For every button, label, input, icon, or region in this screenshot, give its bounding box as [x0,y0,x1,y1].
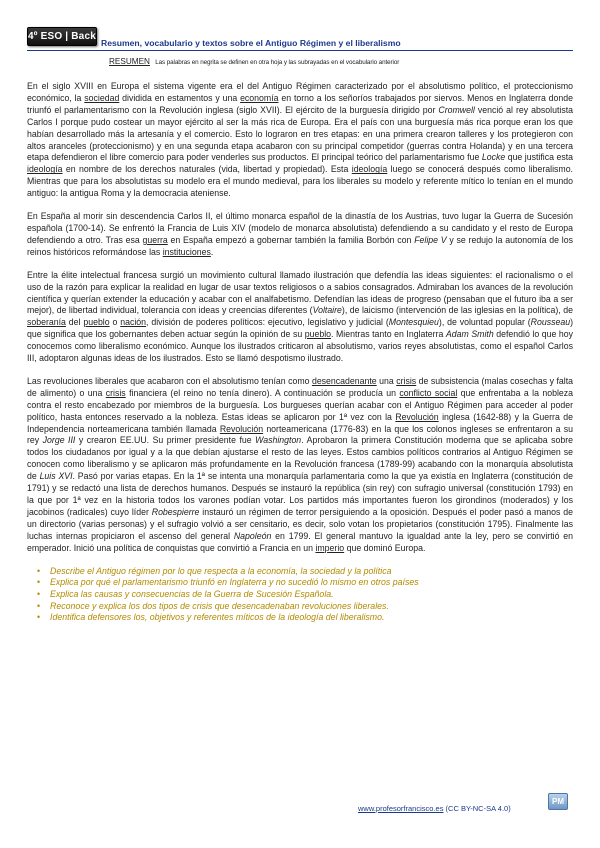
vocab-term: Revolución [219,423,264,434]
bullet-icon: • [37,612,41,623]
website-link[interactable]: www.profesorfrancisco.es [358,804,444,813]
task-item: • Reconoce y explica los dos tipos de crisis que desencadenaban revoluciones liberales. [37,600,389,611]
paragraph-revoluciones-liberales: Las revoluciones liberales que acabaron con el absolutismo tenían como desencadenante una crisis de subsistencia (malas cosechas y falta de alimento) o una crisis financiera (el reino no tenía dinero). A continuación se producía un conflicto social que enfrentaba a la nobleza contra el resto encabezado por miembros de la burguesía. Los burgueses querían acabar con el Antiguo Régimen para acceder al poder político, hasta entonces reservado a la nobleza. Estas ideas se aplicaron por 1ª vez con la Revolución inglesa (1642-88) y la Guerra de Independencia norteamericana también llamada Revolución norteamericana (1776-83) en la que los colonos ingleses se enfrentaron a su rey Jorge III y crearon EE.UU. Su primer presidente fue Washington. Aprobaron la primera Constitución moderna que se aplicaba sobre todos los ciudadanos por igual y a la que debían ajustarse el resto de las leyes. Estos cambios políticos contrarios al Antiguo Régimen se conocen como liberalismo y se aplicaron más profundamente en la Revolución francesa (1789-99) acabando con la monarquía absolutista de Luis XVI. Pasó por varias etapas. En la 1ª se intenta una monarquía parlamentaria como la que ya existía en Inglaterra (constitución de 1791) y se redactó una lista de derechos humanos. Después se instauró la república (sin rey) con sufragio universal (constitución 1793) en la que por 1ª vez en la historia todos los varones podían votar. Los partidos más importantes fueron los girondinos (moderados) y los jacobinos (radicales) cuyo líder Robespierre instauró un régimen de terror persiguiendo a la oposición. Después el poder pasó a manos de un directorio (varias personas) y el sufragio volvió a ser censitario, es decir, solo votan los propietarios (constitución 1795). Finalmente las luchas internas propiciaron el ascenso del general Napoleón en 1799. El general mantuvo la igualdad ante la ley, pero se convirtió en emperador. Inició una política de conquistas que convirtió a Francia en un imperio que dominó Europa. [27,375,574,553]
document-body [27,81,573,624]
resumen-heading [109,57,399,66]
bullet-icon: • [37,565,41,576]
vocab-term: crisis [105,387,126,398]
paragraph-antiguo-regimen: En el siglo XVIII en Europa el sistema vigente era el del Antiguo Régimen caracterizado por el absolutismo político, el proteccionismo económico, la sociedad dividida en estamentos y una economía en torno a los señoríos trabajados por siervos. Menos en Inglaterra donde triunfó el parlamentarismo con la Revolución inglesa (siglo XVII). El ejército de la burguesía dirigido por Cromwell venció al rey absolutista Carlos I porque pudo costear un mayor ejército al ser la más rica de Europa. Era el país con una burguesía más rica porque eran los que habían desarrollado más la artesanía y el comercio. Esto lo lograron en tres etapas: en una primera crearon talleres y los protegieron con altos aranceles (proteccionismo) y en una segunda etapa acabaron con su principal competidor (guerras contra Holanda) y en una tercera etapa defendieron el libre comercio para poder venderles sus productos. El principal teórico del parlamentarismo fue Locke que justifica esta ideología en nombre de los derechos naturales (vida, libertad y propiedad). Esta ideología luego se conocerá después como liberalismo. Mientras que para los absolutistas su modelo era el mundo medieval, para los liberales su modelo y referente mítico lo tenían en el mundo antiguo: la antigua Roma y la democracia ateniense. [27,81,574,199]
vocab-term: crisis [396,375,417,386]
vocab-term: soberanía [27,317,66,328]
paragraph-guerra-sucesion: En España al morir sin descendencia Carlos II, el último monarca español de la dinastía de los Austrias, tuvo lugar la Guerra de Sucesión española (1700-14). Se enfrentó la Francia de Luis XIV (modelo de monarca absolutista) defendiendo a su candidato y el resto de Europa defendiendo a otro. Tras esa guerra en España empezó a gobernar también la familia Borbón con Felipe V y se redujo la autonomía de los reinos históricos reformándose las instituciones. [27,211,573,257]
course-badge: 4º ESO | Back [27,27,97,46]
resumen-label: RESUMEN [109,57,150,66]
license-text: (CC BY-NC-SA 4.0) [443,804,511,813]
vocab-term: nación [120,317,147,328]
task-item: • Explica por qué el parlamentarismo triunfó en Inglaterra y no sucedió lo mismo en otros países [37,577,419,588]
vocab-term: ideología [27,164,63,175]
paragraph-ilustracion: Entre la élite intelectual francesa surgió un movimiento cultural llamado ilustración que defendía las ideas siguientes: el racionalismo o el uso de la razón para explicar la realidad en lugar de usar textos religiosos o a sabios consagrados. Admiraban los avances de la revolución científica y querían extender la educación y acabar con el analfabetismo. Defendían las ideas de progreso (pensaban que el futuro iba a ser mejor), de libertad individual, tolerancia con ideas y creencias diferentes (Voltaire), de laicismo (intervención de las iglesias en la política), de soberanía del pueblo o nación, división de poderes políticos: ejecutivo, legislativo y judicial (Montesquieu), de voluntad popular (Rousseau) que significa que los gobernantes deben actuar según la opinión de su pueblo. Mientras tanto en Inglaterra Adam Smith defendió lo que hoy conocemos como liberalismo económico. Aunque los ilustrados criticaron al absolutismo, varios reyes absolutistas, como el español Carlos III, adoptaron algunas ideas de los ilustrados. Esto se llamó despotismo ilustrado. [27,269,573,364]
vocab-term: pueblo [83,317,110,328]
vocab-term: desencadenante [311,375,377,386]
bullet-icon: • [37,577,41,588]
vocab-term: conflicto social [399,387,458,398]
task-item: • Explica las causas y consecuencias de la Guerra de Sucesión Española. [37,588,334,599]
vocab-term: imperio [315,542,345,553]
vocab-term: sociedad [84,92,120,103]
task-item: • Identifica defensores los, objetivos y referentes míticos de la ideología del liberalismo. [37,612,385,623]
bullet-icon: • [37,600,41,611]
vocab-term: ideología [351,164,388,175]
vocab-term: instituciones [162,246,211,257]
header-divider [27,50,573,51]
vocab-term: guerra [142,234,168,245]
resumen-note: Las palabras en negrita se definen en otra hoja y las subrayadas en el vocabulario anterior [155,59,400,66]
pm-logo-icon: PM [548,793,568,810]
task-item: • Describe el Antiguo régimen por lo que respecta a la economía, la sociedad y la política [37,565,392,576]
task-list [27,566,573,625]
page-title: Resumen, vocabulario y textos sobre el Antiguo Régimen y el liberalismo [101,38,401,48]
vocab-term: pueblo [304,329,332,340]
footer-credit [358,804,511,813]
vocab-term: economía [240,92,279,103]
bullet-icon: • [37,588,41,599]
vocab-term: Revolución [395,411,439,422]
